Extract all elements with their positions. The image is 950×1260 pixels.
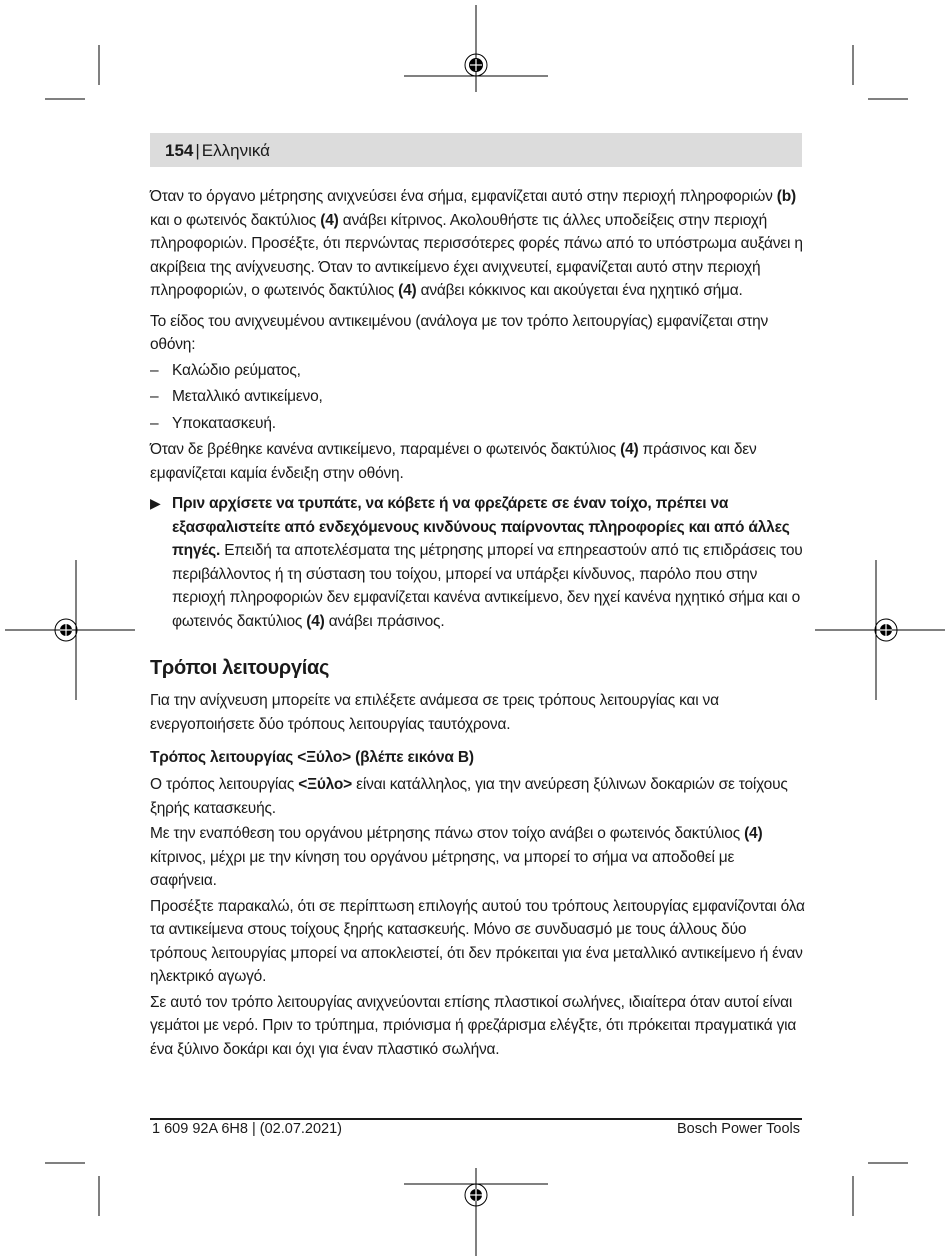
warning-text: Πριν αρχίσετε να τρυπάτε, να κόβετε ή να φρεζάρετε σε έναν τοίχο, πρέπει να εξασφαλιστείτε από ενδεχόμενους κινδύνους παίρνοντας πληροφορίες και από άλλες πηγές. Επειδή τα αποτελέσματα της μέτρησης μπορεί να επηρεαστούν από τις επιδράσεις του περιβάλλοντος ή τη σύσταση του τοίχου, μπορεί να υπάρξει κίνδυνος, παρόλο που στην περιοχή πληροφοριών δεν εμφανίζεται κανένα αντικείμενο, δεν ηχεί κανένα ηχητικό σήμα και ο φωτεινός δακτύλιος (4) ανάβει πράσινος. xyxy=(172,495,803,630)
section-heading: Τρόποι λειτουργίας xyxy=(150,657,330,679)
list-item: – Μεταλλικό αντικείμενο, xyxy=(150,388,323,405)
object-type-list xyxy=(150,359,805,436)
warning-triangle-icon: ▶ xyxy=(150,495,161,511)
warning-notice xyxy=(150,492,805,633)
paragraph-ring-yellow: Με την εναπόθεση του οργάνου μέτρησης πάνω στον τοίχο ανάβει ο φωτεινός δακτύλιος (4) κίτρινος, μέχρι με την κίνηση του οργάνου μέτρησης, να μπορεί το σήμα να αποδοθεί με σαφήνεια. xyxy=(150,825,763,889)
page-header xyxy=(165,141,270,161)
paragraph-plastic-pipes: Σε αυτό τον τρόπο λειτουργίας ανιχνεύονται επίσης πλαστικοί σωλήνες, ιδιαίτερα όταν αυτοί είναι γεμάτοι με νερό. Πριν το τρύπημα, πριόνισμα ή φρεζάρισμα ελέγξτε, ότι πρόκειται πραγματικά για ένα ξύλινο δοκάρι και όχι για έναν πλαστικό σωλήνα. xyxy=(150,993,797,1058)
footer-doc-id: 1 609 92A 6H8 | (02.07.2021) xyxy=(152,1121,342,1137)
paragraph-wood-mode: Ο τρόπος λειτουργίας <Ξύλο> είναι κατάλληλος, για την ανεύρεση ξύλινων δοκαριών σε τοίχους ξηρής κατασκευής. xyxy=(150,776,788,817)
footer-brand: Bosch Power Tools xyxy=(676,1121,800,1137)
paragraph-signal-detection: Όταν το όργανο μέτρησης ανιχνεύσει ένα σήμα, εμφανίζεται αυτό στην περιοχή πληροφοριών (b) και ο φωτεινός δακτύλιος (4) ανάβει κίτρινος. Ακολουθήστε τις άλλες υποδείξεις στην περιοχή πληροφοριών. Προσέξτε, ότι περνώντας περισσότερες φορές πάνω από το υπόστρωμα αυξάνει η ακρίβεια της ανίχνευσης. Όταν το αντικείμενο έχει ανιχνευτεί, εμφανίζεται αυτό στην περιοχή πληροφοριών, ο φωτεινός δακτύλιος (4) ανάβει κόκκινος και ακούγεται ένα ηχητικό σήμα. xyxy=(150,188,803,299)
header-separator: | xyxy=(195,141,200,160)
list-item: – Καλώδιο ρεύματος, xyxy=(150,361,301,379)
paragraph-no-object: Όταν δε βρέθηκε κανένα αντικείμενο, παραμένει ο φωτεινός δακτύλιος (4) πράσινος και δεν εμφανίζεται καμία ένδειξη στην οθόνη. xyxy=(150,441,757,482)
page-language: Ελληνικά xyxy=(201,141,270,160)
subsection-heading: Τρόπος λειτουργίας <Ξύλο> (βλέπε εικόνα B) xyxy=(150,749,474,766)
paragraph-modes-intro: Για την ανίχνευση μπορείτε να επιλέξετε ανάμεσα σε τρεις τρόπους λειτουργίας και να ενεργοποιήσετε δύο τρόπους λειτουργίας ταυτόχρονα. xyxy=(150,692,719,733)
page-number: 154 xyxy=(165,141,194,160)
paragraph-drywall: Προσέξτε παρακαλώ, ότι σε περίπτωση επιλογής αυτού του τρόπους λειτουργίας εμφανίζονται όλα τα αντικείμενα στους τοίχους ξηρής κατασκευής. Μόνο σε συνδυασμό με τους άλλους δύο τρόπους λειτουργίας μπορεί να αποκλειστεί, ότι δεν πρόκειται για ένα μεταλλικό αντικείμενο ή έναν ηλεκτρικό αγωγό. xyxy=(150,897,805,985)
page-content xyxy=(150,185,805,1068)
footer-rule xyxy=(150,1118,802,1120)
paragraph-object-type: Το είδος του ανιχνευμένου αντικειμένου (ανάλογα με τον τρόπο λειτουργίας) εμφανίζεται στην οθόνη: xyxy=(150,312,769,353)
list-item: – Υποκατασκευή. xyxy=(150,414,276,432)
